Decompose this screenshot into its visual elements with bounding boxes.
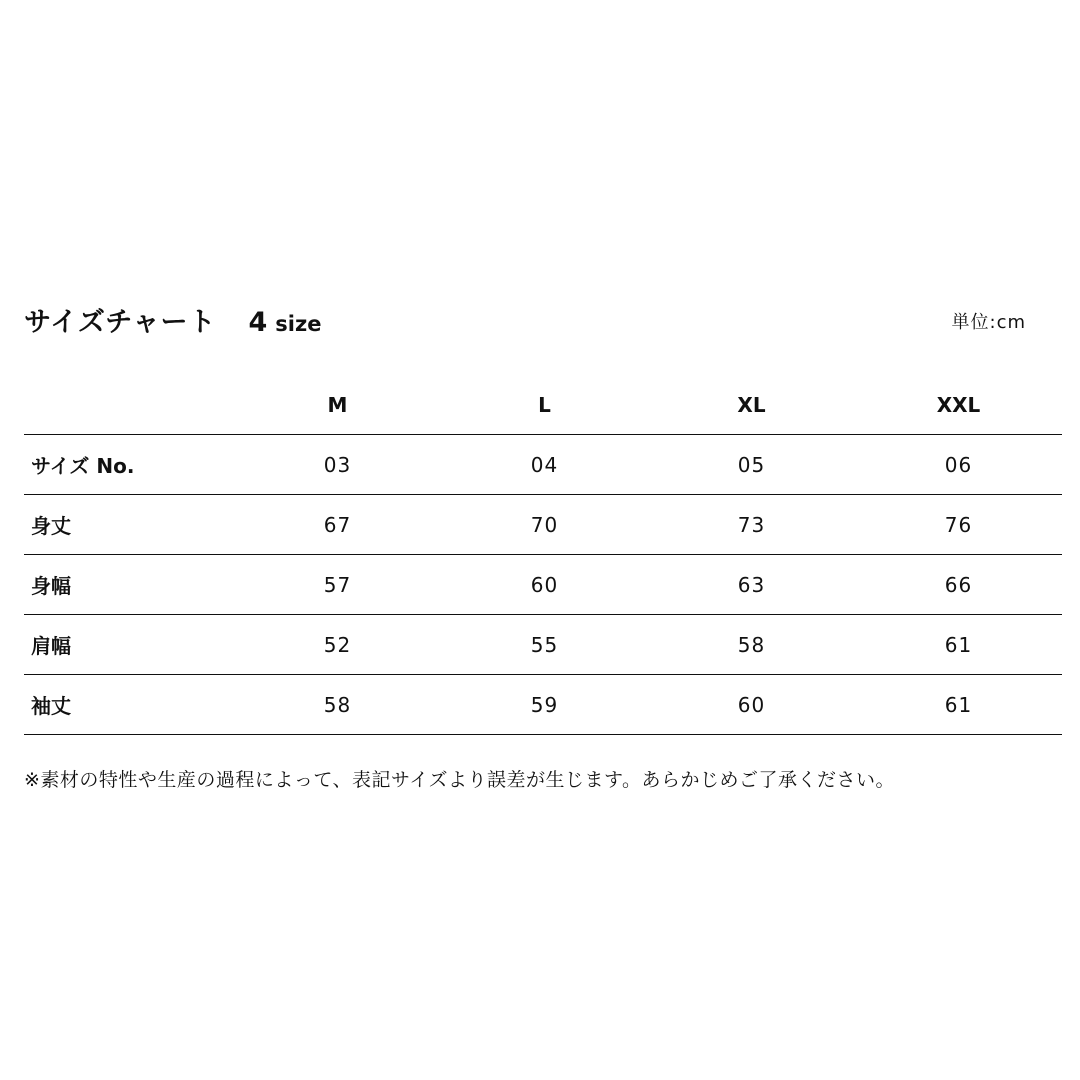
row-label-body-length: 身丈 [24,495,234,555]
table-cell: 70 [441,495,648,555]
row-label-size-no: サイズ No. [24,435,234,495]
column-header-empty [24,375,234,435]
table-cell: 60 [648,675,855,735]
row-label-shoulder-width: 肩幅 [24,615,234,675]
column-header-xxl: XXL [855,375,1062,435]
table-cell: 03 [234,435,441,495]
table-cell: 61 [855,615,1062,675]
table-row [24,495,1062,555]
title-text: サイズチャート [24,307,217,338]
size-count: 4 [248,307,268,338]
table-cell: 63 [648,555,855,615]
column-header-m: M [234,375,441,435]
table-cell: 58 [234,675,441,735]
table-cell: 59 [441,675,648,735]
table-cell: 57 [234,555,441,615]
row-label-sleeve-length: 袖丈 [24,675,234,735]
table-cell: 61 [855,675,1062,735]
table-cell: 60 [441,555,648,615]
table-cell: 73 [648,495,855,555]
size-word: size [275,312,322,336]
table-cell: 76 [855,495,1062,555]
table-cell: 55 [441,615,648,675]
table-cell: 66 [855,555,1062,615]
table-row [24,555,1062,615]
column-header-xl: XL [648,375,855,435]
column-header-l: L [441,375,648,435]
row-label-body-width: 身幅 [24,555,234,615]
size-table [24,375,1062,735]
table-cell: 05 [648,435,855,495]
footnote: ※素材の特性や生産の過程によって、表記サイズより誤差が生じます。あらかじめご了承ください。 [24,769,896,791]
table-cell: 04 [441,435,648,495]
table-row [24,435,1062,495]
unit-label: 単位:cm [951,312,1026,333]
table-header-row [24,375,1062,435]
page-title [24,300,321,340]
table-cell: 06 [855,435,1062,495]
table-cell: 67 [234,495,441,555]
table-cell: 58 [648,615,855,675]
table-cell: 52 [234,615,441,675]
table-row [24,675,1062,735]
table-row [24,615,1062,675]
